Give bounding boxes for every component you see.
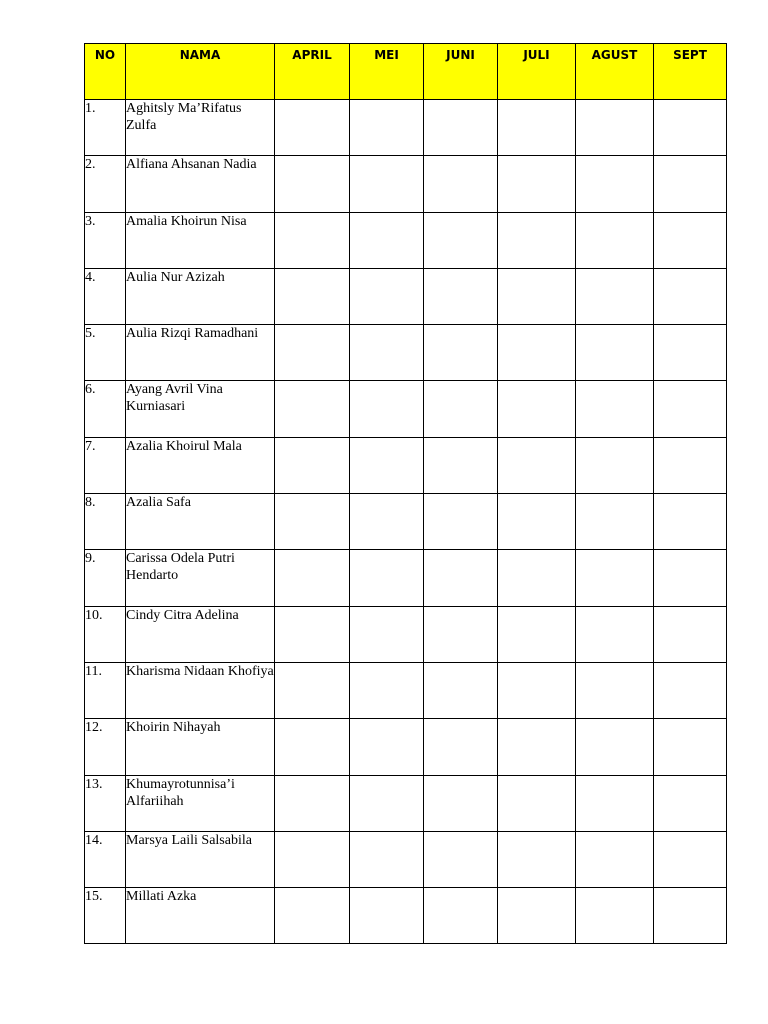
cell-juli bbox=[498, 212, 576, 268]
student-name: Millati Azka bbox=[126, 888, 275, 944]
cell-agust bbox=[576, 606, 654, 662]
student-name: Kharisma Nidaan Khofiya bbox=[126, 662, 275, 718]
cell-mei bbox=[350, 156, 424, 212]
student-name: Cindy Citra Adelina bbox=[126, 606, 275, 662]
student-name: Aghitsly Ma’Rifatus Zulfa bbox=[126, 100, 275, 156]
cell-april bbox=[275, 212, 350, 268]
cell-agust bbox=[576, 775, 654, 831]
header-nama: NAMA bbox=[126, 44, 275, 100]
row-number: 12. bbox=[85, 719, 126, 775]
student-name: Khoirin Nihayah bbox=[126, 719, 275, 775]
cell-juli bbox=[498, 325, 576, 381]
cell-sept bbox=[654, 156, 727, 212]
header-row bbox=[85, 44, 727, 100]
table-row bbox=[85, 606, 727, 662]
cell-juli bbox=[498, 719, 576, 775]
cell-april bbox=[275, 156, 350, 212]
cell-mei bbox=[350, 100, 424, 156]
cell-april bbox=[275, 437, 350, 493]
row-number: 10. bbox=[85, 606, 126, 662]
cell-sept bbox=[654, 268, 727, 324]
cell-juni bbox=[424, 325, 498, 381]
cell-juli bbox=[498, 437, 576, 493]
header-mei: MEI bbox=[350, 44, 424, 100]
cell-sept bbox=[654, 662, 727, 718]
cell-juli bbox=[498, 831, 576, 887]
cell-mei bbox=[350, 550, 424, 606]
cell-agust bbox=[576, 494, 654, 550]
cell-juni bbox=[424, 494, 498, 550]
cell-juni bbox=[424, 606, 498, 662]
cell-juli bbox=[498, 550, 576, 606]
cell-mei bbox=[350, 606, 424, 662]
cell-agust bbox=[576, 100, 654, 156]
row-number: 6. bbox=[85, 381, 126, 437]
cell-juli bbox=[498, 775, 576, 831]
cell-agust bbox=[576, 662, 654, 718]
cell-april bbox=[275, 606, 350, 662]
cell-juni bbox=[424, 437, 498, 493]
header-april: APRIL bbox=[275, 44, 350, 100]
cell-sept bbox=[654, 550, 727, 606]
cell-juli bbox=[498, 268, 576, 324]
cell-sept bbox=[654, 325, 727, 381]
student-name: Azalia Khoirul Mala bbox=[126, 437, 275, 493]
row-number: 11. bbox=[85, 662, 126, 718]
row-number: 9. bbox=[85, 550, 126, 606]
cell-juni bbox=[424, 662, 498, 718]
cell-sept bbox=[654, 719, 727, 775]
cell-juni bbox=[424, 100, 498, 156]
cell-sept bbox=[654, 831, 727, 887]
cell-juli bbox=[498, 662, 576, 718]
cell-mei bbox=[350, 437, 424, 493]
cell-agust bbox=[576, 156, 654, 212]
row-number: 7. bbox=[85, 437, 126, 493]
cell-juli bbox=[498, 156, 576, 212]
cell-agust bbox=[576, 437, 654, 493]
cell-mei bbox=[350, 268, 424, 324]
cell-april bbox=[275, 550, 350, 606]
cell-juni bbox=[424, 888, 498, 944]
student-name: Marsya Laili Salsabila bbox=[126, 831, 275, 887]
cell-juli bbox=[498, 381, 576, 437]
table-row bbox=[85, 100, 727, 156]
student-name: Alfiana Ahsanan Nadia bbox=[126, 156, 275, 212]
table-row bbox=[85, 381, 727, 437]
row-number: 8. bbox=[85, 494, 126, 550]
cell-april bbox=[275, 268, 350, 324]
student-name: Amalia Khoirun Nisa bbox=[126, 212, 275, 268]
cell-april bbox=[275, 831, 350, 887]
row-number: 1. bbox=[85, 100, 126, 156]
cell-juni bbox=[424, 550, 498, 606]
cell-agust bbox=[576, 212, 654, 268]
cell-april bbox=[275, 719, 350, 775]
cell-juni bbox=[424, 831, 498, 887]
student-name: Ayang Avril Vina Kurniasari bbox=[126, 381, 275, 437]
cell-agust bbox=[576, 888, 654, 944]
cell-sept bbox=[654, 494, 727, 550]
table-row bbox=[85, 831, 727, 887]
cell-april bbox=[275, 100, 350, 156]
table-body bbox=[85, 100, 727, 944]
student-name: Carissa Odela Putri Hendarto bbox=[126, 550, 275, 606]
cell-juni bbox=[424, 775, 498, 831]
row-number: 14. bbox=[85, 831, 126, 887]
row-number: 15. bbox=[85, 888, 126, 944]
table-row bbox=[85, 212, 727, 268]
student-name: Khumayrotunnisa’i Alfariihah bbox=[126, 775, 275, 831]
cell-agust bbox=[576, 550, 654, 606]
cell-agust bbox=[576, 719, 654, 775]
cell-mei bbox=[350, 888, 424, 944]
cell-sept bbox=[654, 606, 727, 662]
cell-mei bbox=[350, 662, 424, 718]
cell-sept bbox=[654, 888, 727, 944]
table-row bbox=[85, 437, 727, 493]
cell-juli bbox=[498, 494, 576, 550]
cell-april bbox=[275, 325, 350, 381]
cell-juli bbox=[498, 888, 576, 944]
table-row bbox=[85, 550, 727, 606]
cell-mei bbox=[350, 212, 424, 268]
cell-juni bbox=[424, 268, 498, 324]
header-juli: JULI bbox=[498, 44, 576, 100]
student-name: Aulia Nur Azizah bbox=[126, 268, 275, 324]
table-row bbox=[85, 156, 727, 212]
table-row bbox=[85, 888, 727, 944]
cell-april bbox=[275, 775, 350, 831]
table-row bbox=[85, 494, 727, 550]
table-row bbox=[85, 775, 727, 831]
cell-april bbox=[275, 494, 350, 550]
cell-juli bbox=[498, 100, 576, 156]
cell-agust bbox=[576, 381, 654, 437]
cell-sept bbox=[654, 381, 727, 437]
cell-mei bbox=[350, 719, 424, 775]
cell-mei bbox=[350, 325, 424, 381]
cell-mei bbox=[350, 494, 424, 550]
header-juni: JUNI bbox=[424, 44, 498, 100]
cell-juni bbox=[424, 381, 498, 437]
cell-april bbox=[275, 381, 350, 437]
row-number: 2. bbox=[85, 156, 126, 212]
row-number: 5. bbox=[85, 325, 126, 381]
row-number: 4. bbox=[85, 268, 126, 324]
cell-juni bbox=[424, 156, 498, 212]
cell-agust bbox=[576, 831, 654, 887]
cell-mei bbox=[350, 831, 424, 887]
student-name: Azalia Safa bbox=[126, 494, 275, 550]
cell-mei bbox=[350, 381, 424, 437]
header-sept: SEPT bbox=[654, 44, 727, 100]
table-row bbox=[85, 325, 727, 381]
cell-sept bbox=[654, 212, 727, 268]
cell-sept bbox=[654, 100, 727, 156]
header-agust: AGUST bbox=[576, 44, 654, 100]
cell-sept bbox=[654, 775, 727, 831]
cell-agust bbox=[576, 325, 654, 381]
table-row bbox=[85, 268, 727, 324]
cell-mei bbox=[350, 775, 424, 831]
table-row bbox=[85, 719, 727, 775]
cell-juni bbox=[424, 212, 498, 268]
student-name: Aulia Rizqi Ramadhani bbox=[126, 325, 275, 381]
cell-juli bbox=[498, 606, 576, 662]
cell-april bbox=[275, 888, 350, 944]
attendance-table bbox=[84, 43, 727, 944]
header-no: NO bbox=[85, 44, 126, 100]
cell-agust bbox=[576, 268, 654, 324]
cell-sept bbox=[654, 437, 727, 493]
table-row bbox=[85, 662, 727, 718]
row-number: 13. bbox=[85, 775, 126, 831]
cell-april bbox=[275, 662, 350, 718]
cell-juni bbox=[424, 719, 498, 775]
row-number: 3. bbox=[85, 212, 126, 268]
